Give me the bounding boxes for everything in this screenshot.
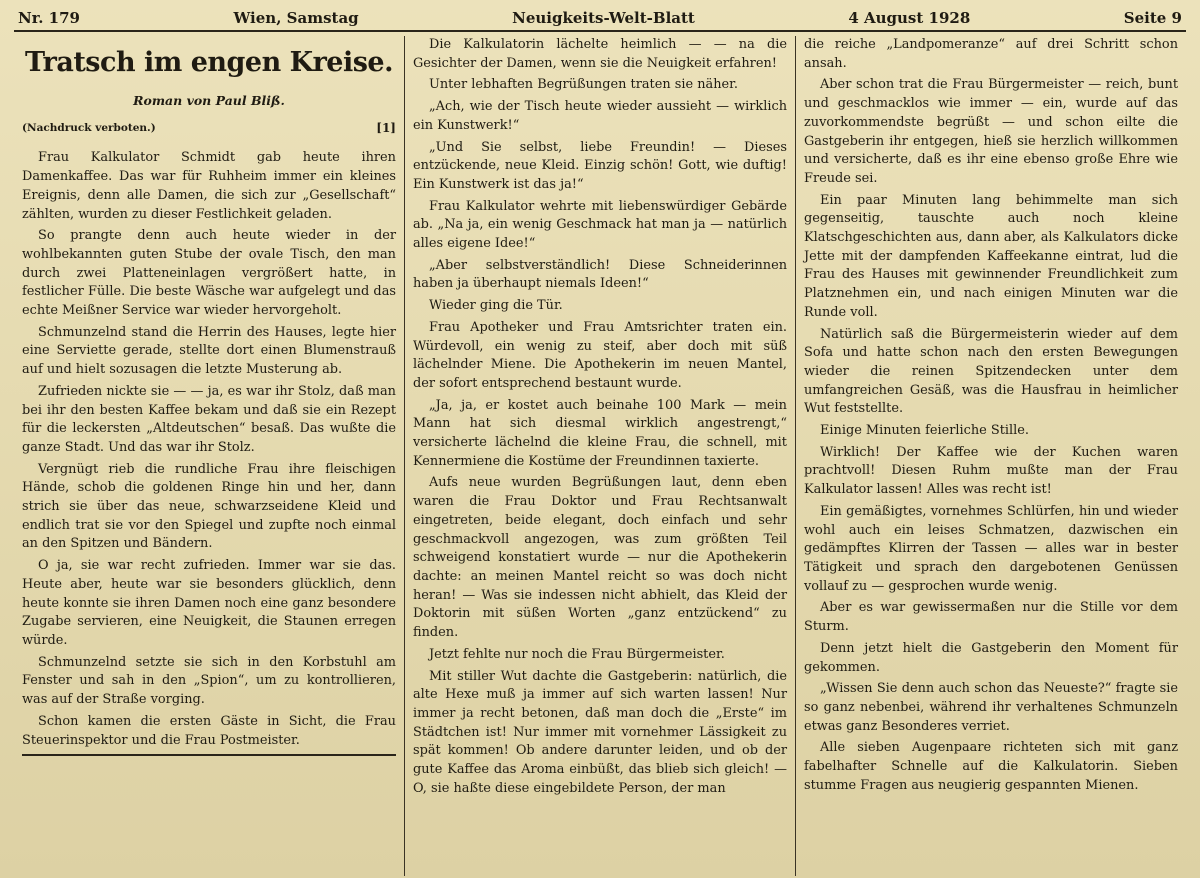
installment-number: [1] (376, 120, 396, 135)
paragraph: „Ja, ja, er kostet auch beinahe 100 Mark — mein Mann hat sich diesmal wirklich angestrengt,“ versicherte lächelnd die kleine Frau, die schnell, mit Kennermiene die Kostüme der Freundinnen taxierte. (413, 397, 787, 469)
paragraph: Schmunzelnd setzte sie sich in den Korbstuhl am Fenster und sah in den „Spion“, um zu kontrollieren, was auf der Straße vorging. (22, 654, 396, 708)
paragraph: „Aber selbstverständlich! Diese Schneiderinnen haben ja überhaupt niemals Ideen!“ (413, 257, 787, 292)
paragraph: Wieder ging die Tür. (429, 298, 563, 314)
column-1 (14, 36, 404, 876)
issue-date: 4 August 1928 (848, 9, 971, 27)
masthead (14, 8, 1186, 32)
paragraph: Ein gemäßigtes, vornehmes Schlürfen, hin und wieder wohl auch ein leises Schmatzen, dazwischen ein gedämpftes Klirren der Tassen — alles war in bester Tätigkeit und sprach den dargebotenen Genüssen vollauf zu — gesprochen wurde wenig. (804, 503, 1178, 594)
paragraph: Wirklich! Der Kaffee wie der Kuchen waren prachtvoll! Diesen Ruhm mußte man der Frau Kalkulator lassen! Alles was recht ist! (804, 444, 1178, 498)
paragraph: „Ach, wie der Tisch heute wieder aussieht — wirklich ein Kunstwerk!“ (413, 99, 787, 133)
paragraph: Unter lebhaften Begrüßungen traten sie näher. (429, 77, 738, 93)
article-byline: Roman von Paul Bliß. (133, 93, 285, 108)
paragraph: Aber schon trat die Frau Bürgermeister — reich, bunt und geschmacklos wie immer — ein, wurde auf das zuvorkommendste begrüßt — und schon eilte die Gastgeberin ihr entgegen, hieß sie herzlich willkommen und versicherte, daß es ihr eine ebenso große Ehre wie Freude sei. (804, 77, 1178, 186)
paragraph: Schon kamen die ersten Gäste in Sicht, die Frau Steuerinspektor und die Frau Postmeister. (22, 713, 396, 748)
page-number: Seite 9 (1123, 9, 1182, 27)
paragraph: Denn jetzt hielt die Gastgeberin den Moment für gekommen. (804, 640, 1178, 675)
paragraph: Vergnügt rieb die rundliche Frau ihre fleischigen Hände, schob die goldenen Ringe hin und her, dann strich sie über das neue, schwarzseidene Kleid und endlich trat sie vor den Spiegel und zupfte noch einmal an den Spitzen und Bändern. (22, 461, 396, 552)
paragraph: Frau Apotheker und Frau Amtsrichter traten ein. Würdevoll, ein wenig zu steif, aber doch mit süß lächelnder Miene. Die Apothekerin im neuen Mantel, der sofort entsprechend bestaunt wurde. (413, 319, 787, 391)
paragraph: Ein paar Minuten lang behimmelte man sich gegenseitig, tauschte auch noch kleine Klatschgeschichten aus, dann aber, als Kalkulators dicke Jette mit der dampfenden Kaffeekanne eintrat, lud die Frau des Hauses mit gewinnender Freundlichkeit zum Platznehmen ein, und nach einigen Minuten war die Runde voll. (804, 192, 1178, 320)
paragraph: Natürlich saß die Bürgermeisterin wieder auf dem Sofa und hatte schon nach den ersten Bewegungen wieder die reinen Spitzendecken unter dem umfangreichen Gesäß, was die Hausfrau in heimlicher Wut feststellte. (804, 326, 1178, 417)
paragraph: Einige Minuten feierliche Stille. (820, 423, 1029, 439)
column-bottom-rule (22, 754, 396, 756)
paragraph: O ja, sie war recht zufrieden. Immer war sie das. Heute aber, heute war sie besonders glücklich, denn heute konnte sie ihren Damen noch eine ganz besondere Zugabe servieren, eine Neuigkeit, die Staunen erregen würde. (22, 558, 396, 648)
paragraph: „Wissen Sie denn auch schon das Neueste?“ fragte sie so ganz nebenbei, während ihr verhaltenes Schmunzeln etwas ganz Besonderes verriet. (804, 681, 1178, 734)
paragraph: Zufrieden nickte sie — — ja, es war ihr Stolz, daß man bei ihr den besten Kaffee bekam und daß sie ein Rezept für die leckersten „Altdeutschen“ besaß. Das wußte die ganze Stadt. Und das war ihr Stolz. (22, 383, 396, 455)
place-day: Wien, Samstag (233, 9, 359, 27)
issue-number: Nr. 179 (18, 9, 80, 27)
paragraph: Die Kalkulatorin lächelte heimlich — — na die Gesichter der Damen, wenn sie die Neuigkeit erfahren! (413, 37, 787, 71)
paragraph: Frau Kalkulator Schmidt gab heute ihren Damenkaffee. Das war für Ruhheim immer ein kleines Ereignis, denn alle Damen, die sich zur „Gesellschaft“ zählten, wurden zu dieser Festlichkeit geladen. (22, 150, 396, 222)
paragraph: Aber es war gewissermaßen nur die Stille vor dem Sturm. (804, 600, 1178, 635)
paragraph: Alle sieben Augenpaare richteten sich mit ganz fabelhafter Schnelle auf die Kalkulatorin. Sieben stumme Fragen aus neugierig gespannten Mienen. (804, 740, 1178, 793)
paragraph: „Und Sie selbst, liebe Freundin! — Dieses entzückende, neue Kleid. Einzig schön! Gott, wie duftig! Ein Kunstwerk ist das ja!“ (413, 139, 787, 192)
reprint-notice-row (22, 119, 396, 138)
article-columns (14, 36, 1186, 876)
reprint-notice: (Nachdruck verboten.) (22, 121, 156, 134)
paragraph: Aufs neue wurden Begrüßungen laut, denn eben waren die Frau Doktor und Frau Rechtsanwalt eingetreten, beide elegant, doch einfach und sehr geschmackvoll angezogen, was zum größten Teil schweigend konstatiert wurde — nur die Apothekerin dachte: an meinen Mantel reicht so was doch nicht heran! — Was sie indessen nicht abhielt, das Kleid der Doktorin mit süßen Worten „ganz entzückend“ zu finden. (413, 475, 787, 641)
paragraph: So prangte denn auch heute wieder in der wohlbekannten guten Stube der ovale Tisch, den man durch zwei Platteneinlagen vergrößert hatte, in festlicher Fülle. Die beste Wäsche war aufgelegt und das echte Meißner Service war wieder hervorgeholt. (22, 228, 396, 319)
paragraph: Schmunzelnd stand die Herrin des Hauses, legte hier eine Serviette gerade, stellte dort einen Blumenstrauß auf und hielt sozusagen die letzte Musterung ab. (22, 324, 396, 378)
paragraph: die reiche „Landpomeranze“ auf drei Schritt schon ansah. (804, 37, 1178, 71)
paper-name: Neuigkeits-Welt-Blatt (512, 9, 695, 27)
paragraph: Jetzt fehlte nur noch die Frau Bürgermeister. (429, 646, 725, 662)
paragraph: Mit stiller Wut dachte die Gastgeberin: natürlich, die alte Hexe muß ja immer auf sich warten lassen! Nur immer ja recht betonen, daß man doch die „Erste“ im Städtchen ist! Nur immer mit vornehmer Lässigkeit zu spät kommen! Ob andere darunter leiden, und ob der gute Kaffee das Aroma einbüßt, das blieb sich gleich! — O, sie haßte diese eingebildete Person, der man (413, 668, 787, 796)
paragraph: Frau Kalkulator wehrte mit liebenswürdiger Gebärde ab. „Na ja, ein wenig Geschmack hat man ja — natürlich alles eigene Idee!“ (413, 198, 787, 252)
article-title: Tratsch im engen Kreise. (24, 47, 394, 78)
column-3 (795, 36, 1186, 876)
column-2 (404, 36, 795, 876)
